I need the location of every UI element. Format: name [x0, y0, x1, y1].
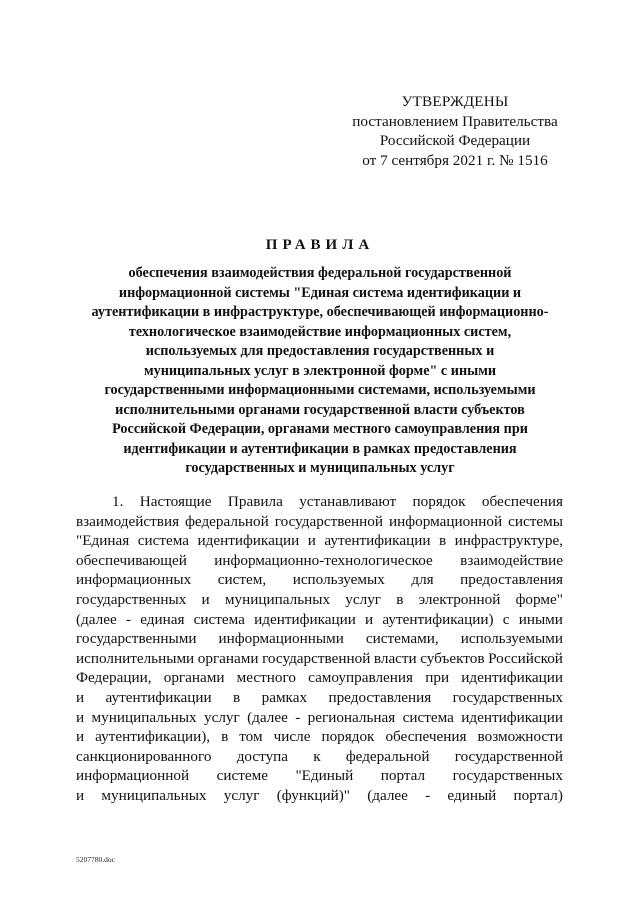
word: порядок — [412, 493, 466, 510]
word: в — [221, 728, 229, 746]
word: информационных — [76, 571, 192, 589]
word: для — [411, 571, 434, 589]
word: взаимодействия — [76, 512, 180, 530]
word: муниципальных — [224, 590, 331, 608]
word: самоуправления — [308, 669, 414, 687]
word: идентификации — [461, 669, 563, 687]
subtitle-line: муниципальных услуг в электронной форме" с иными — [143, 362, 497, 379]
paragraph-line — [76, 570, 563, 590]
word: система — [193, 610, 245, 628]
word: рамках — [261, 688, 308, 706]
word: портал) — [513, 786, 563, 804]
word: предоставления — [460, 571, 563, 589]
paragraph-line — [76, 492, 563, 512]
word: государственной — [274, 512, 384, 530]
word: к — [313, 747, 321, 765]
word: и — [365, 610, 374, 628]
word: услуг — [204, 708, 240, 726]
word: информационной — [389, 512, 503, 530]
word: муниципальных — [91, 708, 197, 726]
paragraph-line — [76, 766, 563, 786]
subtitle-line: государственных и муниципальных услуг — [185, 460, 455, 476]
subtitle-line: исполнительными органами государственной власти субъектов — [115, 401, 525, 418]
word: идентификации — [197, 532, 300, 550]
word: системы — [508, 512, 563, 530]
paragraph-line — [76, 668, 563, 688]
approval-date-number: от 7 сентября 2021 г. № 1516 — [362, 151, 548, 169]
word: порядок — [321, 728, 375, 746]
approval-line: постановлением Правительства — [352, 112, 558, 130]
approval-stamp — [340, 92, 570, 170]
word: иными — [518, 610, 563, 628]
subtitle-line: технологическое взаимодействие информационных систем, — [128, 323, 512, 340]
word: с — [502, 610, 510, 628]
word: и — [76, 688, 85, 706]
word: информационными — [218, 630, 344, 648]
word: и — [201, 590, 210, 608]
word: услуг — [345, 590, 382, 608]
word: числе — [273, 728, 311, 746]
word: портал — [380, 767, 426, 785]
document-subtitle — [40, 264, 600, 479]
word: муниципальных — [101, 786, 207, 804]
word: - — [295, 708, 301, 726]
paragraph-line — [76, 649, 563, 669]
word: аутентификации) — [382, 610, 494, 628]
word: в — [233, 688, 241, 706]
word: обеспечивающей — [76, 551, 187, 569]
paragraph-line — [76, 747, 563, 767]
word: исполнительными — [76, 649, 195, 667]
word: Федерации, — [76, 669, 152, 687]
word: взаимодействие — [460, 551, 563, 569]
paragraph-line — [76, 531, 563, 551]
word: Настоящие — [139, 493, 212, 510]
word: (далее — [76, 610, 117, 628]
word: государственными — [76, 630, 197, 648]
word: системами, — [365, 630, 439, 648]
word: используемых — [292, 571, 385, 589]
word: аутентификации — [105, 688, 212, 706]
word: государственной — [454, 747, 563, 765]
word: региональная — [307, 708, 396, 726]
word: используемыми — [460, 630, 563, 648]
word: система — [402, 708, 454, 726]
word: и — [76, 786, 85, 804]
word: Российской — [488, 649, 563, 667]
word: "Единая — [76, 532, 130, 550]
word: единая — [140, 610, 185, 628]
word: власти — [373, 649, 417, 667]
word: том — [239, 728, 263, 746]
word: "Единый — [295, 767, 354, 785]
word: электронной — [418, 590, 501, 608]
word: система — [137, 532, 189, 550]
paragraph-line — [76, 786, 563, 806]
word: местного — [236, 669, 296, 687]
word: доступа — [236, 747, 289, 765]
word: - — [125, 610, 131, 628]
paragraph-1 — [76, 492, 563, 806]
word: возможности — [477, 728, 563, 746]
word: услуг — [223, 786, 260, 804]
paragraph-line — [76, 629, 563, 649]
word: государственных — [452, 688, 563, 706]
word: федеральной — [185, 512, 269, 530]
word: субъектов — [420, 649, 485, 667]
approval-line: Российской Федерации — [379, 132, 531, 149]
subtitle-line: идентификации и аутентификации в рамках предоставления — [123, 440, 517, 457]
word: идентификации — [254, 610, 356, 628]
word: аутентификации), — [95, 728, 211, 746]
word: федеральной — [345, 747, 430, 765]
word: обеспечения — [385, 728, 467, 746]
word: и — [76, 708, 85, 726]
word: 1. — [112, 493, 124, 510]
word: в — [438, 532, 447, 550]
paragraph-line — [76, 727, 563, 747]
approval-title: УТВЕРЖДЕНЫ — [401, 93, 509, 110]
word: информационной — [76, 767, 190, 785]
footer-filename: 5207780.doc — [76, 855, 115, 864]
word: аутентификации — [324, 532, 431, 550]
word: (функций)" — [276, 786, 350, 804]
document-heading: ПРАВИЛА — [265, 237, 375, 253]
paragraph-line — [76, 688, 563, 708]
subtitle-line: аутентификации в инфраструктуре, обеспечивающей информационно- — [91, 304, 549, 320]
word: государственных — [452, 767, 563, 785]
word: систем, — [217, 571, 267, 589]
word: органами — [163, 669, 225, 687]
subtitle-line: используемых для предоставления государственных и — [145, 343, 495, 359]
subtitle-line: Российской Федерации, органами местного самоуправления при — [112, 421, 528, 437]
subtitle-line: государственными информационными системами, используемыми — [104, 382, 536, 398]
word: единый — [447, 786, 497, 804]
word: информационно-технологическое — [214, 551, 433, 569]
word: государственной — [262, 649, 371, 667]
word: государственных — [76, 590, 187, 608]
word: идентификации — [461, 708, 563, 726]
subtitle-line: обеспечения взаимодействия федеральной государственной — [128, 265, 512, 281]
word: устанавливают — [299, 493, 397, 510]
word: инфраструктуре, — [454, 532, 563, 550]
subtitle-line: информационной системы "Единая система идентификации и — [118, 284, 522, 301]
word: обеспечения — [481, 493, 563, 510]
word: системе — [216, 767, 268, 785]
word: и — [76, 728, 85, 746]
word: (далее — [247, 708, 288, 726]
paragraph-line — [76, 590, 563, 610]
word: при — [425, 669, 450, 687]
paragraph-line — [76, 512, 563, 532]
word: органами — [197, 649, 259, 667]
paragraph-line — [76, 551, 563, 571]
word: санкционированного — [76, 747, 212, 765]
word: форме" — [515, 590, 563, 608]
word: и — [307, 532, 316, 550]
paragraph-line — [76, 610, 563, 630]
word: (далее — [367, 786, 408, 804]
paragraph-line — [76, 708, 563, 728]
word: в — [396, 590, 404, 608]
word: предоставления — [328, 688, 432, 706]
word: - — [425, 786, 431, 804]
word: Правила — [227, 493, 283, 510]
